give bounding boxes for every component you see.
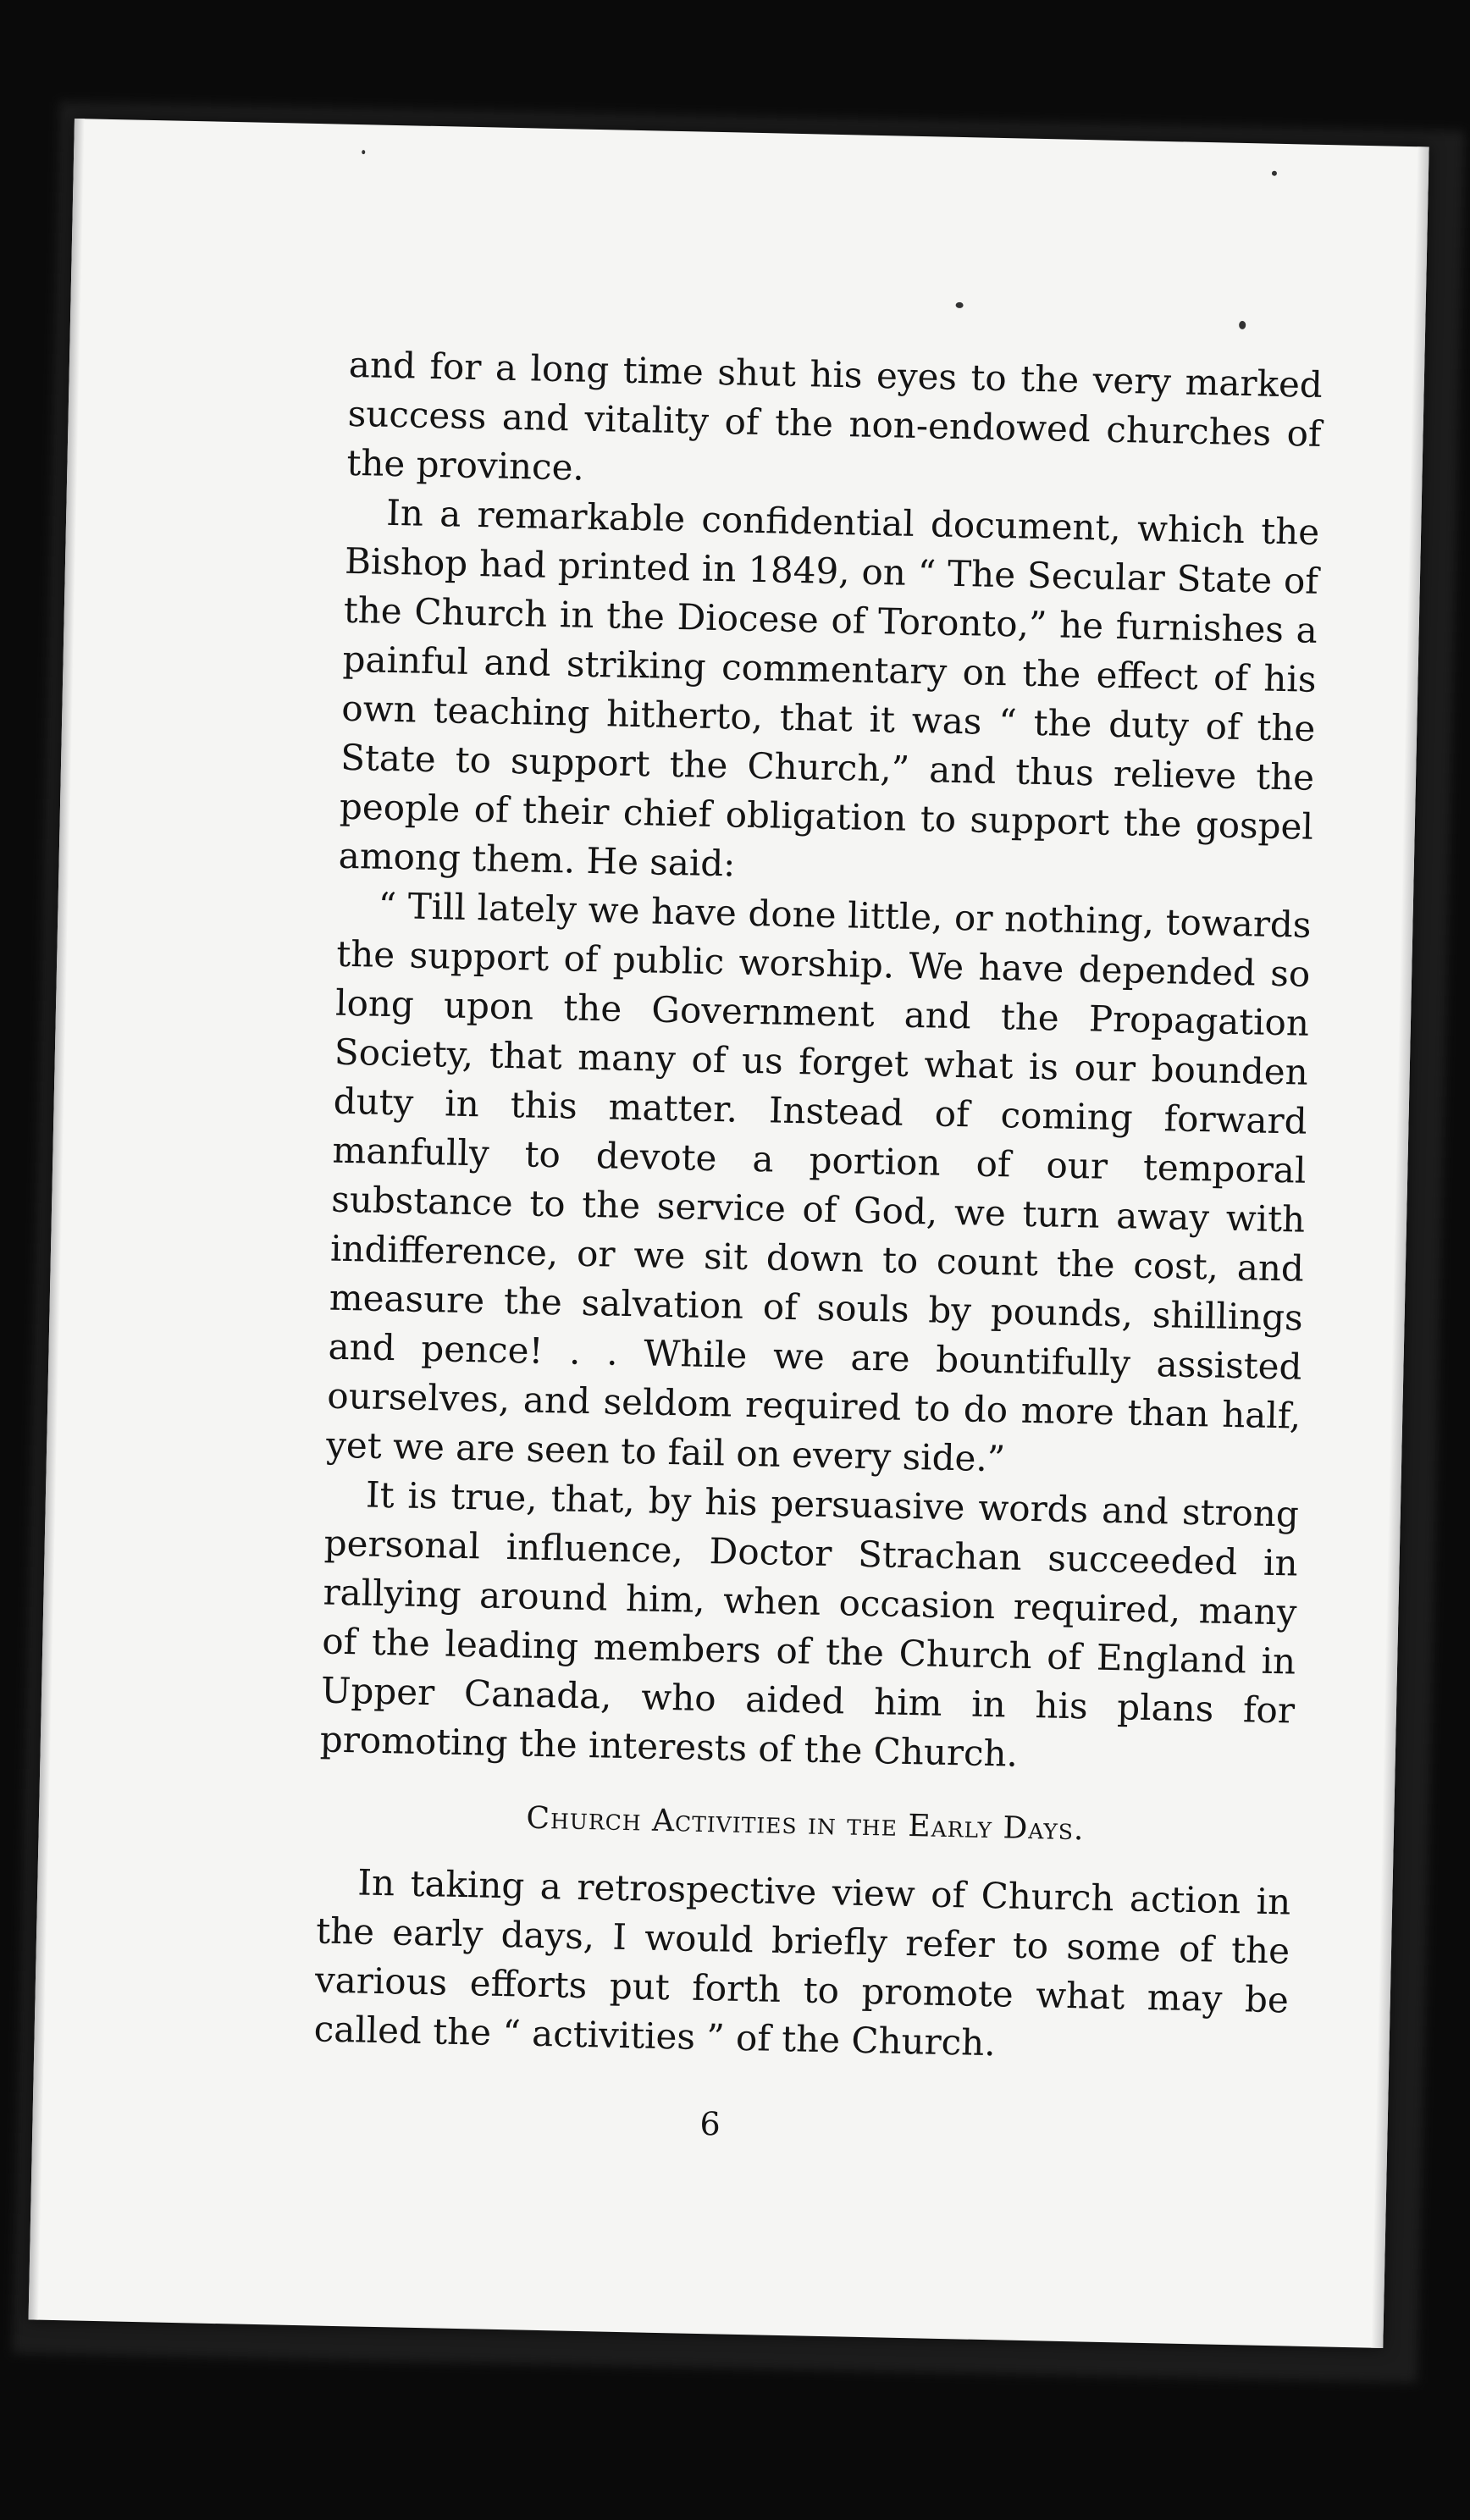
paragraph-confidential-document: In a remarkable confidential document, which the Bishop had printed in 1849, on “ The Secular State of the Church in the Diocese of Toronto,” he furnishes a painful and striking commentary on the effect of his own teaching hitherto, that it was “ the duty of the State to support the Church,” and thus relieve the people of their chief obligation to support the gospel among them. He said:: [338, 491, 1320, 885]
paragraph-strachan-influence: It is true, that, by his persuasive words and strong personal influence, Doctor Strachan succeeded in rallying around him, when occasion required, many of the leading members of the Church of England in Upper Canada, who aided him in his plans for promoting the interests of the Church.: [319, 1473, 1300, 1775]
ink-speck: [362, 150, 365, 154]
ink-speck: [1272, 171, 1277, 176]
paragraph-closing: In taking a retrospective view of Church action in the early days, I would briefly refer to some of the various efforts put forth to promote what may be called the “ activities ” of the Church.: [313, 1861, 1291, 2064]
paragraph-continuation: and for a long time shut his eyes to the very marked success and vitality of the non-endowed churches of the province.: [346, 343, 1324, 489]
ink-speck: [956, 302, 964, 308]
paragraph-bishop-quote: “ Till lately we have done little, or nothing, towards the support of public worship. We have depended so long upon the Government and the Propagation Society, that many of us forget what is our bounden duty in this matter. Instead of coming forward manfully to devote a portion of our temporal substance to the service of God, we turn away with indifference, or we sit down to count the cost, and measure the salvation of souls by pounds, shillings and pence! . . While we are bountifully assisted ourselves, and seldom required to do more than half, yet we are seen to fail on every side.”: [325, 884, 1312, 1480]
ink-speck: [1239, 321, 1246, 329]
book-page: [29, 119, 1429, 2348]
body-text: [313, 340, 1323, 2075]
section-heading: Church Activities in the Early Days.: [526, 1800, 1085, 1848]
page-number: 6: [699, 2104, 721, 2143]
